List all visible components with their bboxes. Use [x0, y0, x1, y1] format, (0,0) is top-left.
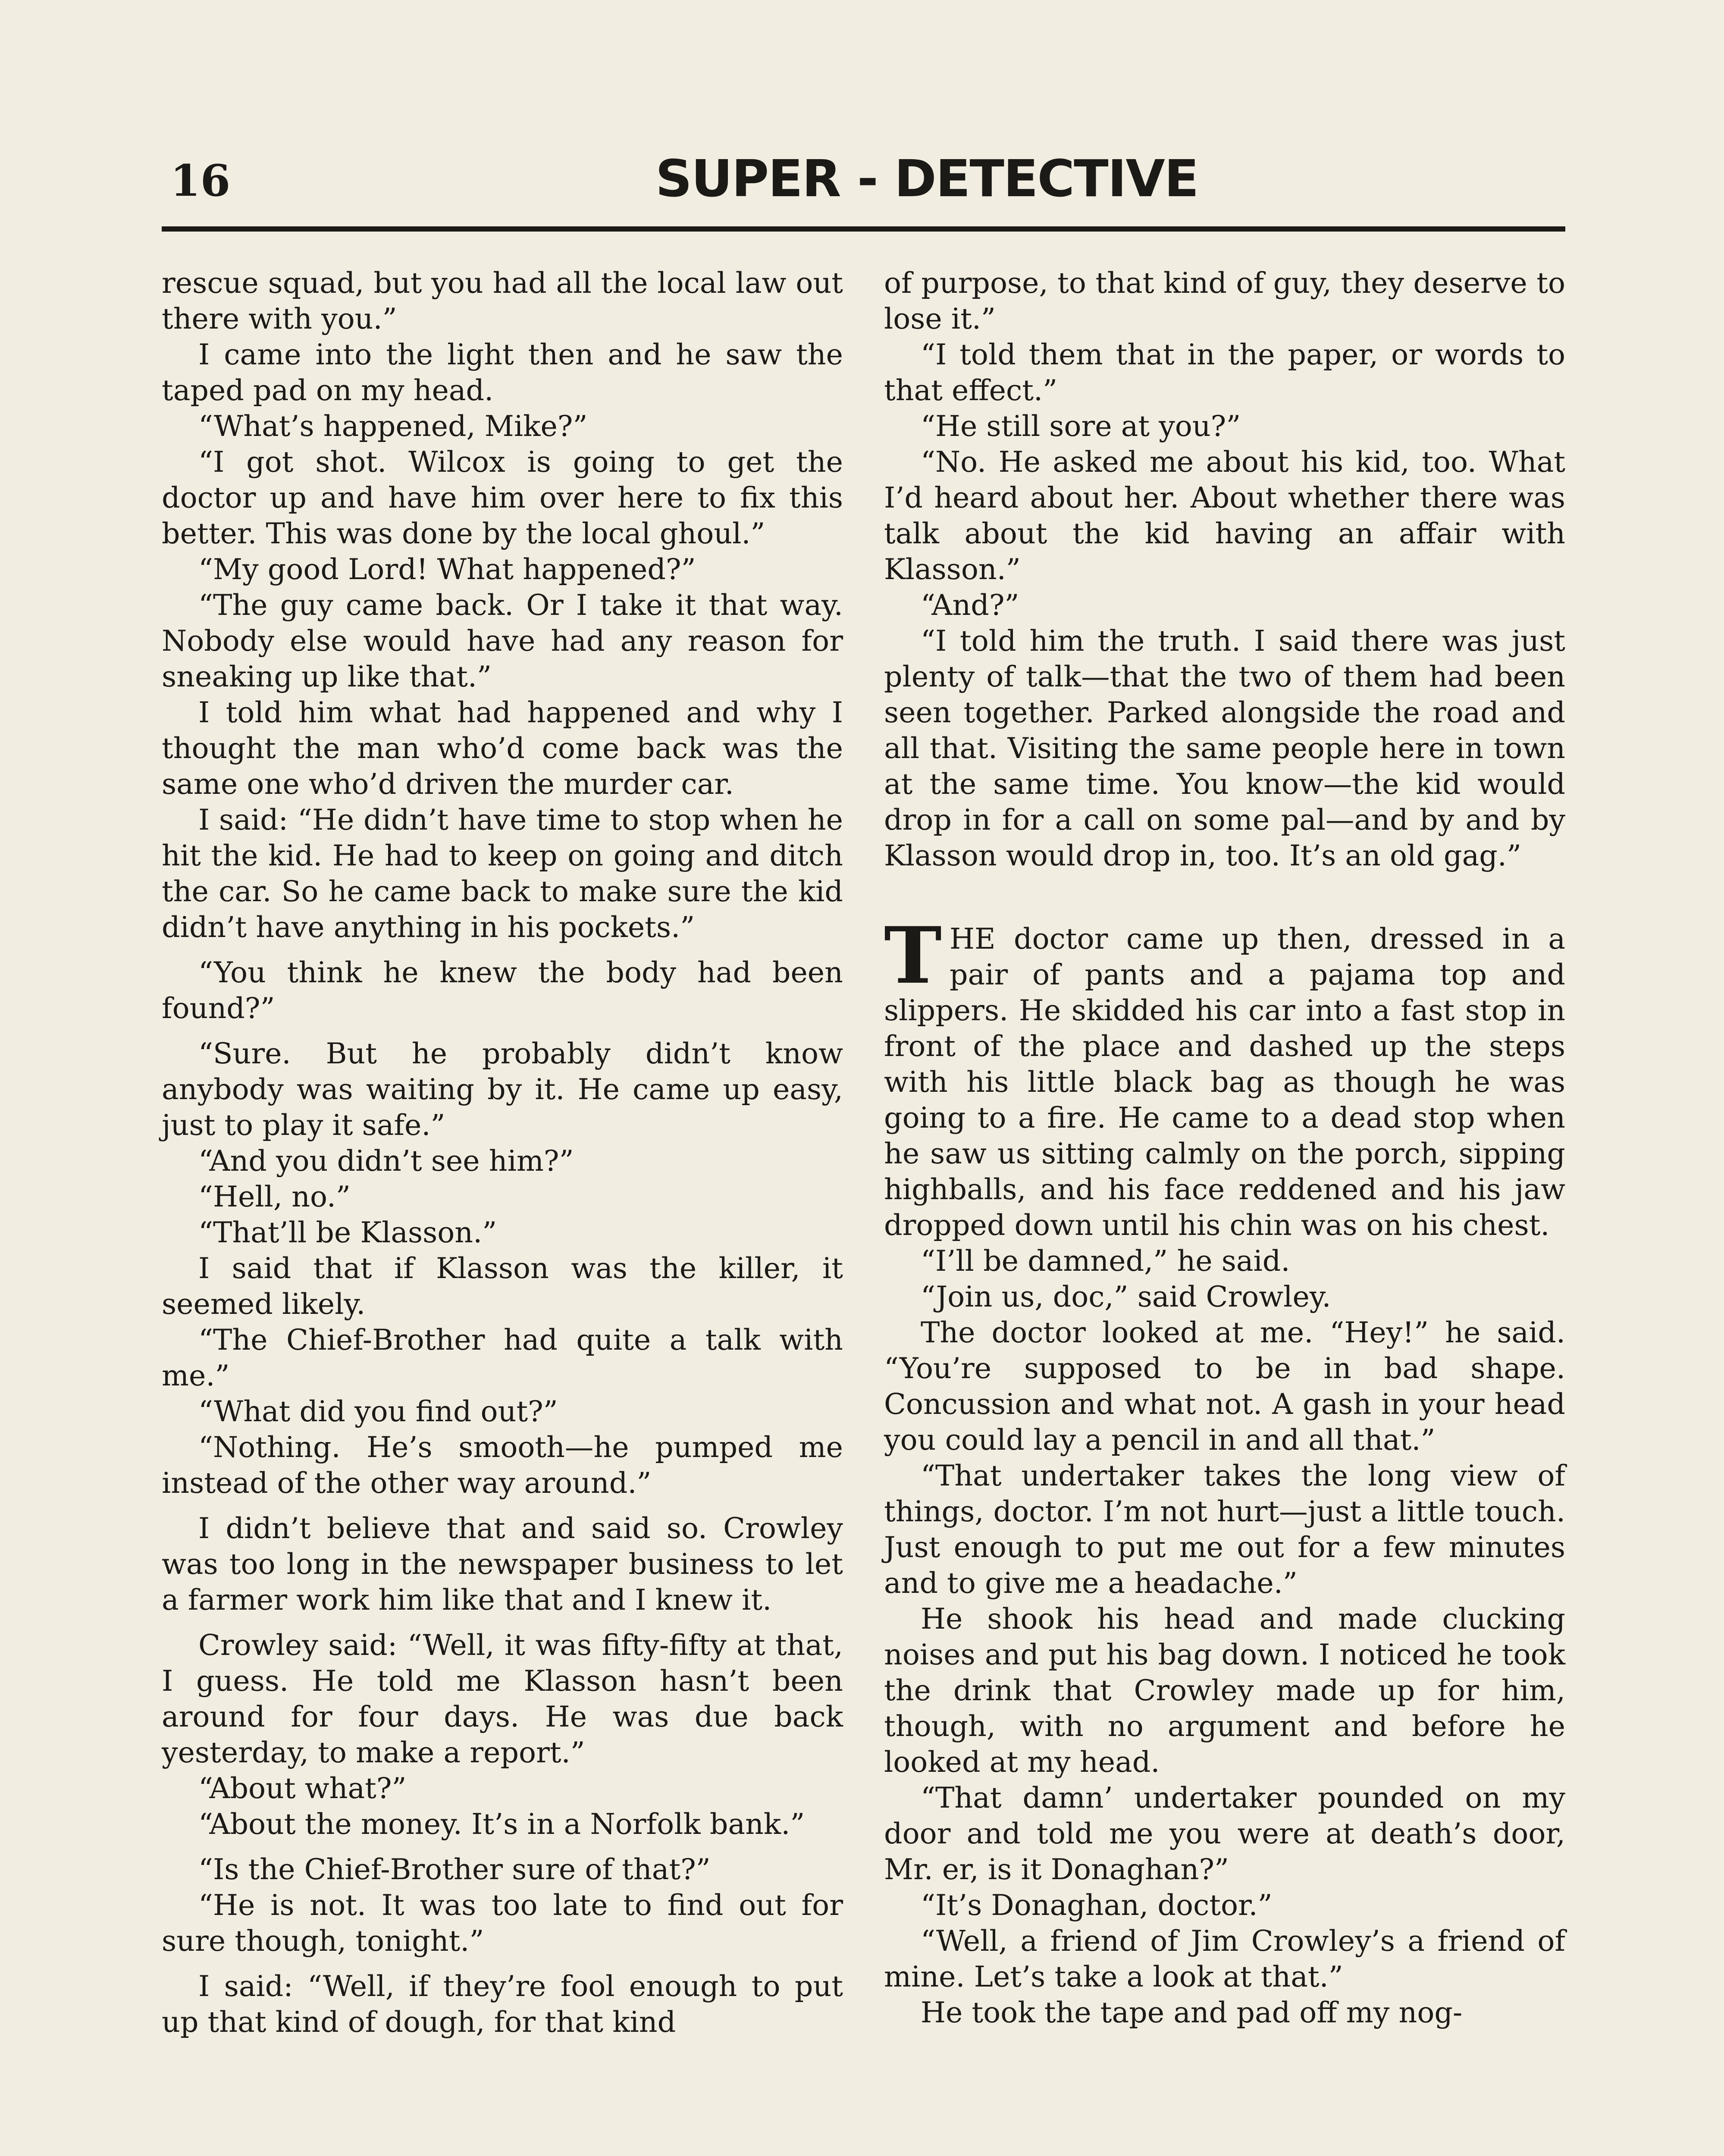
paragraph: “I’ll be damned,” he said.: [921, 1244, 1290, 1278]
paragraph: “My good Lord! What happened?”: [198, 552, 696, 586]
paragraph: “No. He asked me about his kid, too. What I’d heard about her. About whether there was talk about the kid having an affair with Klasson.”: [884, 445, 1565, 586]
paragraph: Crowley said: “Well, it was fifty-fifty at that, I guess. He told me Klasson hasn’t been around for four days. He was due back yesterday, to make a report.”: [162, 1628, 843, 1769]
running-head: SUPER - DETECTIVE: [655, 149, 1198, 208]
paragraph: “He still sore at you?”: [921, 409, 1241, 443]
paragraph: “That’ll be Klasson.”: [198, 1216, 497, 1249]
paragraph: “I told them that in the paper, or words to that effect.”: [884, 338, 1565, 407]
paragraph: “Join us, doc,” said Crowley.: [921, 1280, 1331, 1313]
paragraph: The doctor looked at me. “Hey!” he said. “You’re supposed to be in bad shape. Concussion and what not. A gash in your head you could lay a pencil in and all that.”: [884, 1316, 1565, 1457]
paragraph: I came into the light then and he saw the taped pad on my head.: [162, 338, 843, 407]
paragraph: “That damn’ undertaker pounded on my door and told me you were at death’s door, Mr. er, is it Donaghan?”: [884, 1781, 1565, 1886]
paragraph: “Sure. But he probably didn’t know anybody was waiting by it. He came up easy, just to play it safe.”: [162, 1037, 843, 1142]
header-rule: [162, 226, 1565, 232]
paragraph: I said that if Klasson was the killer, it seemed likely.: [162, 1251, 843, 1321]
paragraph: “Is the Chief-Brother sure of that?”: [198, 1852, 711, 1886]
drop-cap: T: [884, 910, 942, 1001]
right-column: [884, 265, 1565, 2031]
paragraph: of purpose, to that kind of guy, they deserve to lose it.”: [884, 266, 1565, 335]
paragraph: “Well, a friend of Jim Crowley’s a friend of mine. Let’s take a look at that.”: [884, 1924, 1565, 1993]
paragraph-text: HE doctor came up then, dressed in a pair of pants and a pajama top and slippers. He skidded his car into a fast stop in front of the place and dashed up the steps with his little black bag as though he was going to a fire. He came to a dead stop when he saw us sitting calmly on the porch, sipping highballs, and his face reddened and his jaw dropped down until his chin was on his chest.: [884, 922, 1565, 1242]
paragraph: He took the tape and pad off my nog-: [921, 1996, 1463, 2029]
left-column: [162, 265, 843, 2040]
paragraph: “What’s happened, Mike?”: [198, 409, 588, 443]
paragraph: “It’s Donaghan, doctor.”: [921, 1888, 1273, 1922]
paragraph: “And?”: [921, 588, 1019, 622]
paragraph: “About the money. It’s in a Norfolk bank.”: [198, 1807, 805, 1841]
paragraph: “He is not. It was too late to find out for sure though, tonight.”: [162, 1888, 843, 1958]
paragraph: “The guy came back. Or I take it that way. Nobody else would have had any reason for sneaking up like that.”: [162, 588, 843, 693]
paragraph: “I got shot. Wilcox is going to get the doctor up and have him over here to fix this better. This was done by the local ghoul.”: [162, 445, 843, 550]
paragraph: He shook his head and made clucking noises and put his bag down. I noticed he took the drink that Crowley made up for him, though, with no argument and before he looked at my head.: [884, 1602, 1565, 1779]
paragraph: “You think he knew the body had been found?”: [162, 956, 843, 1025]
paragraph: I didn’t believe that and said so. Crowley was too long in the newspaper business to let a farmer work him like that and I knew it.: [162, 1511, 843, 1617]
paragraph: “I told him the truth. I said there was just plenty of talk—that the two of them had been seen together. Parked alongside the road and all that. Visiting the same people here in town at the same time. You know—the kid would drop in for a call on some pal—and by and by Klasson would drop in, too. It’s an old gag.”: [884, 624, 1565, 872]
paragraph: “What did you find out?”: [198, 1395, 558, 1428]
paragraph: rescue squad, but you had all the local law out there with you.”: [162, 266, 843, 335]
section-opening-paragraph: [884, 910, 1565, 1243]
page-number: 16: [170, 155, 231, 206]
paragraph: I said: “He didn’t have time to stop when he hit the kid. He had to keep on going and ditch the car. So he came back to make sure the kid didn’t have anything in his pockets.”: [162, 803, 843, 944]
paragraph: “And you didn’t see him?”: [198, 1144, 574, 1178]
paragraph: “The Chief-Brother had quite a talk with me.”: [162, 1323, 843, 1392]
paragraph: “Nothing. He’s smooth—he pumped me instead of the other way around.”: [162, 1430, 843, 1500]
paragraph: “Hell, no.”: [198, 1180, 351, 1213]
paragraph: I told him what had happened and why I thought the man who’d come back was the same one who’d driven the murder car.: [162, 696, 843, 801]
paragraph: I said: “Well, if they’re fool enough to put up that kind of dough, for that kind: [162, 1969, 843, 2039]
paragraph: “About what?”: [198, 1771, 407, 1805]
paragraph: “That undertaker takes the long view of things, doctor. I’m not hurt—just a little touch. Just enough to put me out for a few minutes and to give me a headache.”: [884, 1459, 1565, 1600]
